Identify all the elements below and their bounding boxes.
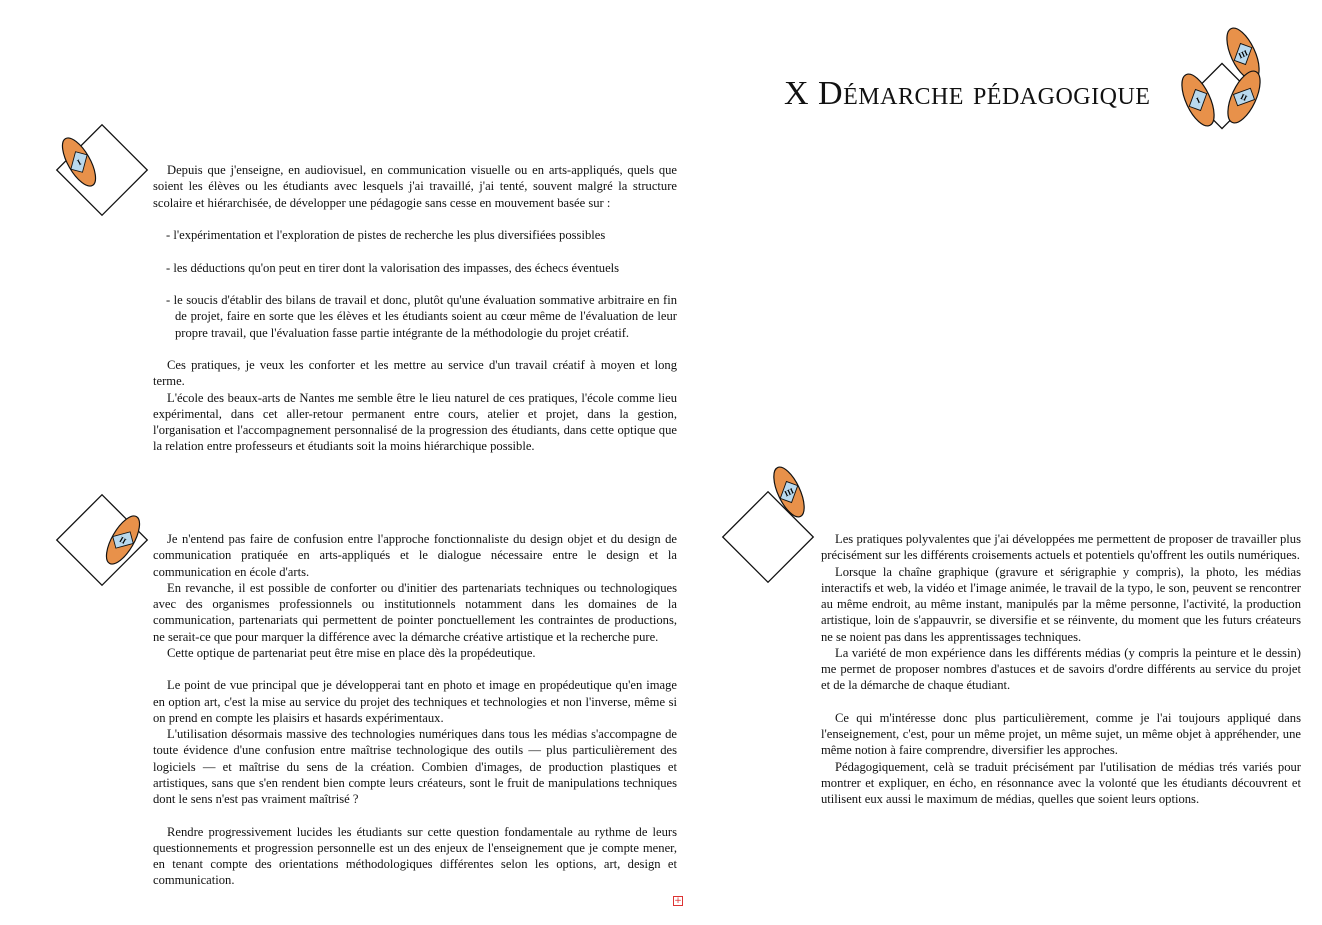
section-emblem-1 [52, 120, 152, 220]
emblem-numeral: III [783, 486, 796, 499]
emblem-numeral: II [117, 534, 128, 546]
paragraph: La variété de mon expérience dans les différents médias (y compris la peinture et le dessin) me permet de proposer nombres d'astuces et de savoirs d'ordre différents au service du projet et de la démarche de chaque étudiant. [821, 645, 1301, 693]
emblem-numeral: II [1239, 92, 1249, 103]
emblem-numeral: III [1237, 48, 1250, 61]
paragraph: En revanche, il est possible de conforter ou d'initier des partenariats techniques ou technologiques avec des organismes professionnels ou institutionnels notamment dans les domaines de la communication, partenariats qui permettent de pointer ponctuellement les contraintes de productions, ne serait-ce que pour marquer la différence avec la démarche créative artistique et la recherche pure. [153, 580, 677, 644]
section-emblem-3 [718, 462, 818, 587]
list-item: - les déductions qu'on peut en tirer dont la valorisation des impasses, des échecs éventuels [166, 260, 620, 275]
paragraph: Ce qui m'intéresse donc plus particulièrement, comme je l'ai toujours appliqué dans l'enseignement, c'est, pour un même projet, un même sujet, un même objet à appréhender, une même notion à faire comprendre, diversifier les approches. [821, 710, 1301, 758]
emblem-petal [768, 463, 811, 521]
emblem-petal [100, 511, 146, 569]
paragraph: Je n'entend pas faire de confusion entre l'approche fonctionnaliste du design objet et du design de communication pratiquée en arts-appliqués et le dialogue nécessaire entre le design et la communication en école d'arts. [153, 532, 677, 579]
text-block-2 [153, 531, 677, 889]
paragraph: Pédagogiquement, celà se traduit précisément par l'utilisation de médias trés variés pour montrer et expliquer, en écho, en résonnance avec la volonté que les étudiants découvrent et utilisent eux aussi le maximum de médias, quelles que soient leurs options. [821, 759, 1301, 806]
emblem-numeral: I [1194, 95, 1202, 106]
paragraph: L'utilisation désormais massive des technologies numériques dans tous les médias s'accompagne de toute évidence d'une confusion entre maîtrise technologique des outils — plus particulièrement des logiciels — et maîtrise du sens de la création. Combien d'images, de production plastiques et artistiques, sans que s'en rendent bien compte leurs créateurs, sont le fruit de manipulations techniques dont le sens n'est pas vraiment maîtrisé ? [153, 727, 677, 806]
paragraph: Le point de vue principal que je développerai tant en photo et image en propédeutique qu'en image en option art, c'est la mise au service du projet des techniques et technologies et non l'inverse, même si on prend en compte les plaisirs et hasards expérimentaux. [153, 678, 677, 725]
header-emblem [1172, 22, 1272, 144]
page-title: X Démarche pédagogique [784, 75, 1151, 112]
paragraph: Cette optique de partenariat peut être mise en place dès la propédeutique. [167, 645, 536, 660]
section-emblem-2 [52, 490, 152, 590]
paragraph: Ces pratiques, je veux les conforter et les mettre au service d'un travail créatif à moyen et long terme. [153, 358, 677, 389]
paragraph: Lorsque la chaîne graphique (gravure et sérigraphie y compris), la photo, les médias interactifs et web, la vidéo et l'image animée, le travail de la typo, le son, peuvent se rencontrer au même endroit, au même instant, manipulés par la même personne, l'activité, la production artistique, loin de s'appauvrir, se diversifie et se réinvente, du moment que les futurs créateurs ne se noient pas dans les apprentissages techniques. [821, 564, 1301, 644]
paragraph: Depuis que j'enseigne, en audiovisuel, en communication visuelle ou en arts-appliqués, quels que soient les élèves ou les étudiants avec lesquels j'ai travaillé, j'ai tenté, souvent malgré la structure scolaire et hiérarchisée, de développer une pédagogie sans cesse en mouvement basée sur : [153, 163, 677, 210]
plus-marker-icon[interactable]: + [674, 896, 682, 906]
paragraph: Rendre progressivement lucides les étudiants sur cette question fondamentale au rythme de leurs questionnements et progression personnelle est un des enjeux de l'enseignement que je compte mener, en tenant compte des orientations méthodologiques différentes selon les options, art, design et communication. [153, 824, 677, 888]
paragraph: L'école des beaux-arts de Nantes me semble être le lieu naturel de ces pratiques, l'école comme lieu expérimental, dans cet aller-retour permanent entre cours, atelier et projet, dans la gestion, l'organisation et l'accompagnement personnalisé de la progression des étudiants, dans cette optique que la relation entre professeurs et étudiants soit la moins hiérarchique possible. [153, 390, 677, 454]
emblem-petal [56, 133, 102, 191]
emblem-petal-3 [1221, 67, 1266, 128]
text-block-1 [153, 162, 677, 455]
paragraph: Les pratiques polyvalentes que j'ai développées me permettent de proposer de travailler plus précisément sur les différents croisements actuels et potentiels qu'offrent les outils numériques. [821, 532, 1301, 563]
text-block-3 [821, 531, 1301, 807]
list-item: - le soucis d'établir des bilans de travail et donc, plutôt qu'une évaluation sommative arbitraire en fin de projet, faire en sorte que les élèves et les étudiants soient au cœur même de l'évaluation de leur propre travail, que l'évaluation fasse partie intégrante de la méthodologie du projet créatif. [166, 293, 677, 340]
list-item: - l'expérimentation et l'exploration de pistes de recherche les plus diversifiées possibles [166, 228, 606, 242]
emblem-numeral: I [75, 157, 83, 168]
